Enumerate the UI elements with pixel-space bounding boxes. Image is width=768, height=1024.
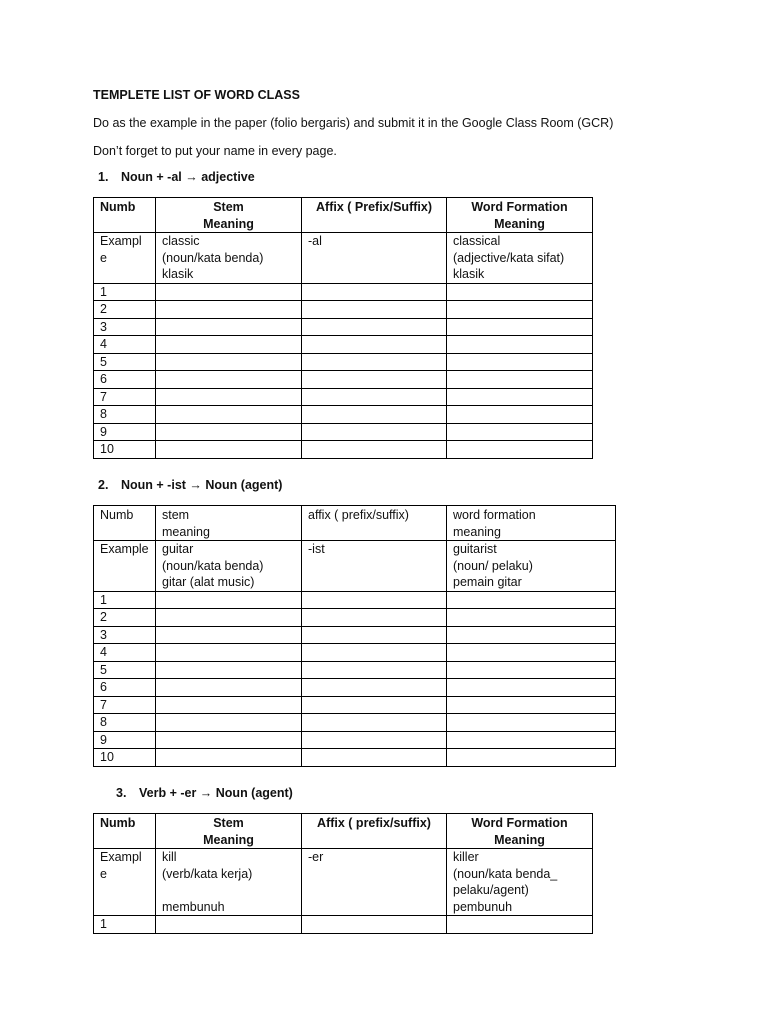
empty-cell[interactable] xyxy=(447,353,593,371)
header-affix: affix ( prefix/suffix) xyxy=(302,506,447,541)
empty-cell[interactable] xyxy=(156,644,302,662)
empty-cell[interactable] xyxy=(302,749,447,767)
table-row xyxy=(94,644,616,662)
table-row xyxy=(94,441,593,459)
table-row xyxy=(94,916,593,934)
row-number: 7 xyxy=(94,388,156,406)
row-number: 9 xyxy=(94,423,156,441)
empty-cell[interactable] xyxy=(302,406,447,424)
table-row xyxy=(94,714,616,732)
empty-cell[interactable] xyxy=(156,388,302,406)
empty-cell[interactable] xyxy=(447,731,616,749)
row-number: 4 xyxy=(94,644,156,662)
table-row xyxy=(94,318,593,336)
empty-cell[interactable] xyxy=(447,916,593,934)
empty-cell[interactable] xyxy=(156,609,302,627)
row-number: 7 xyxy=(94,696,156,714)
instruction-text: Do as the example in the paper (folio bergaris) and submit it in the Google Class Room (GCR) xyxy=(93,116,614,130)
row-number: 4 xyxy=(94,336,156,354)
row-number: 8 xyxy=(94,714,156,732)
empty-cell[interactable] xyxy=(156,336,302,354)
table-header-row xyxy=(94,198,593,233)
example-stem: guitar (noun/kata benda) gitar (alat music) xyxy=(156,541,302,592)
table-header-row xyxy=(94,814,593,849)
empty-cell[interactable] xyxy=(302,661,447,679)
empty-cell[interactable] xyxy=(302,353,447,371)
empty-cell[interactable] xyxy=(156,353,302,371)
table-row xyxy=(94,661,616,679)
table-row xyxy=(94,679,616,697)
row-number: 1 xyxy=(94,283,156,301)
header-affix: Affix ( Prefix/Suffix) xyxy=(302,198,447,233)
example-row xyxy=(94,541,616,592)
header-numb: Numb xyxy=(94,506,156,541)
row-number: 6 xyxy=(94,679,156,697)
table-row xyxy=(94,591,616,609)
empty-cell[interactable] xyxy=(302,591,447,609)
example-row xyxy=(94,233,593,284)
empty-cell[interactable] xyxy=(447,441,593,459)
header-formation: word formation meaning xyxy=(447,506,616,541)
header-formation: Word Formation Meaning xyxy=(447,814,593,849)
empty-cell[interactable] xyxy=(447,283,593,301)
empty-cell[interactable] xyxy=(156,591,302,609)
example-affix: -er xyxy=(302,849,447,916)
word-class-table-3 xyxy=(93,813,593,934)
table-row xyxy=(94,749,616,767)
empty-cell[interactable] xyxy=(156,301,302,319)
header-numb: Numb xyxy=(94,814,156,849)
empty-cell[interactable] xyxy=(447,626,616,644)
empty-cell[interactable] xyxy=(156,371,302,389)
row-number: 2 xyxy=(94,609,156,627)
empty-cell[interactable] xyxy=(156,714,302,732)
row-number: 1 xyxy=(94,916,156,934)
row-number: 10 xyxy=(94,749,156,767)
row-number: 10 xyxy=(94,441,156,459)
table-row xyxy=(94,283,593,301)
example-label: Example xyxy=(94,541,156,592)
empty-cell[interactable] xyxy=(156,916,302,934)
example-label: Exampl e xyxy=(94,233,156,284)
table-row xyxy=(94,731,616,749)
example-stem: classic (noun/kata benda) klasik xyxy=(156,233,302,284)
table-row xyxy=(94,388,593,406)
reminder-text: Don’t forget to put your name in every page. xyxy=(93,144,337,158)
empty-cell[interactable] xyxy=(302,644,447,662)
row-number: 1 xyxy=(94,591,156,609)
empty-cell[interactable] xyxy=(302,283,447,301)
empty-cell[interactable] xyxy=(447,644,616,662)
empty-cell[interactable] xyxy=(156,441,302,459)
row-number: 5 xyxy=(94,353,156,371)
word-class-table-2 xyxy=(93,505,616,767)
empty-cell[interactable] xyxy=(302,388,447,406)
row-number: 3 xyxy=(94,318,156,336)
header-stem: Stem Meaning xyxy=(156,814,302,849)
table-row xyxy=(94,609,616,627)
row-number: 5 xyxy=(94,661,156,679)
empty-cell[interactable] xyxy=(302,731,447,749)
empty-cell[interactable] xyxy=(447,318,593,336)
document-title: TEMPLETE LIST OF WORD CLASS xyxy=(93,88,300,102)
empty-cell[interactable] xyxy=(447,661,616,679)
row-number: 8 xyxy=(94,406,156,424)
empty-cell[interactable] xyxy=(302,714,447,732)
header-stem: Stem Meaning xyxy=(156,198,302,233)
empty-cell[interactable] xyxy=(302,626,447,644)
row-number: 2 xyxy=(94,301,156,319)
empty-cell[interactable] xyxy=(302,371,447,389)
table-row xyxy=(94,336,593,354)
word-class-table-1 xyxy=(93,197,593,459)
empty-cell[interactable] xyxy=(447,371,593,389)
empty-cell[interactable] xyxy=(302,441,447,459)
empty-cell[interactable] xyxy=(302,301,447,319)
table-row xyxy=(94,423,593,441)
header-stem: stem meaning xyxy=(156,506,302,541)
empty-cell[interactable] xyxy=(447,388,593,406)
empty-cell[interactable] xyxy=(447,609,616,627)
table-row xyxy=(94,301,593,319)
empty-cell[interactable] xyxy=(302,423,447,441)
empty-cell[interactable] xyxy=(156,749,302,767)
example-affix: -al xyxy=(302,233,447,284)
empty-cell[interactable] xyxy=(156,423,302,441)
empty-cell[interactable] xyxy=(156,406,302,424)
section-1-heading: 1. Noun + -al → adjective xyxy=(98,170,255,184)
example-formation: classical (adjective/kata sifat) klasik xyxy=(447,233,593,284)
empty-cell[interactable] xyxy=(447,591,616,609)
example-formation: killer (noun/kata benda_ pelaku/agent) pembunuh xyxy=(447,849,593,916)
empty-cell[interactable] xyxy=(156,318,302,336)
example-formation: guitarist (noun/ pelaku) pemain gitar xyxy=(447,541,616,592)
empty-cell[interactable] xyxy=(447,406,593,424)
empty-cell[interactable] xyxy=(302,696,447,714)
example-label: Exampl e xyxy=(94,849,156,916)
section-3-heading: 3. Verb + -er → Noun (agent) xyxy=(116,786,293,800)
table-row xyxy=(94,696,616,714)
empty-cell[interactable] xyxy=(447,301,593,319)
example-affix: -ist xyxy=(302,541,447,592)
empty-cell[interactable] xyxy=(302,916,447,934)
empty-cell[interactable] xyxy=(447,336,593,354)
table-row xyxy=(94,353,593,371)
empty-cell[interactable] xyxy=(156,661,302,679)
empty-cell[interactable] xyxy=(447,749,616,767)
empty-cell[interactable] xyxy=(302,318,447,336)
section-2-heading: 2. Noun + -ist → Noun (agent) xyxy=(98,478,283,492)
row-number: 6 xyxy=(94,371,156,389)
empty-cell[interactable] xyxy=(156,696,302,714)
header-affix: Affix ( prefix/suffix) xyxy=(302,814,447,849)
empty-cell[interactable] xyxy=(302,679,447,697)
table-row xyxy=(94,371,593,389)
empty-cell[interactable] xyxy=(302,609,447,627)
table-header-row xyxy=(94,506,616,541)
row-number: 3 xyxy=(94,626,156,644)
table-row xyxy=(94,406,593,424)
row-number: 9 xyxy=(94,731,156,749)
empty-cell[interactable] xyxy=(447,423,593,441)
empty-cell[interactable] xyxy=(447,679,616,697)
header-numb: Numb xyxy=(94,198,156,233)
empty-cell[interactable] xyxy=(156,679,302,697)
example-stem: kill (verb/kata kerja) membunuh xyxy=(156,849,302,916)
example-row xyxy=(94,849,593,916)
empty-cell[interactable] xyxy=(156,283,302,301)
empty-cell[interactable] xyxy=(156,731,302,749)
empty-cell[interactable] xyxy=(156,626,302,644)
table-row xyxy=(94,626,616,644)
empty-cell[interactable] xyxy=(447,696,616,714)
empty-cell[interactable] xyxy=(447,714,616,732)
empty-cell[interactable] xyxy=(302,336,447,354)
header-formation: Word Formation Meaning xyxy=(447,198,593,233)
